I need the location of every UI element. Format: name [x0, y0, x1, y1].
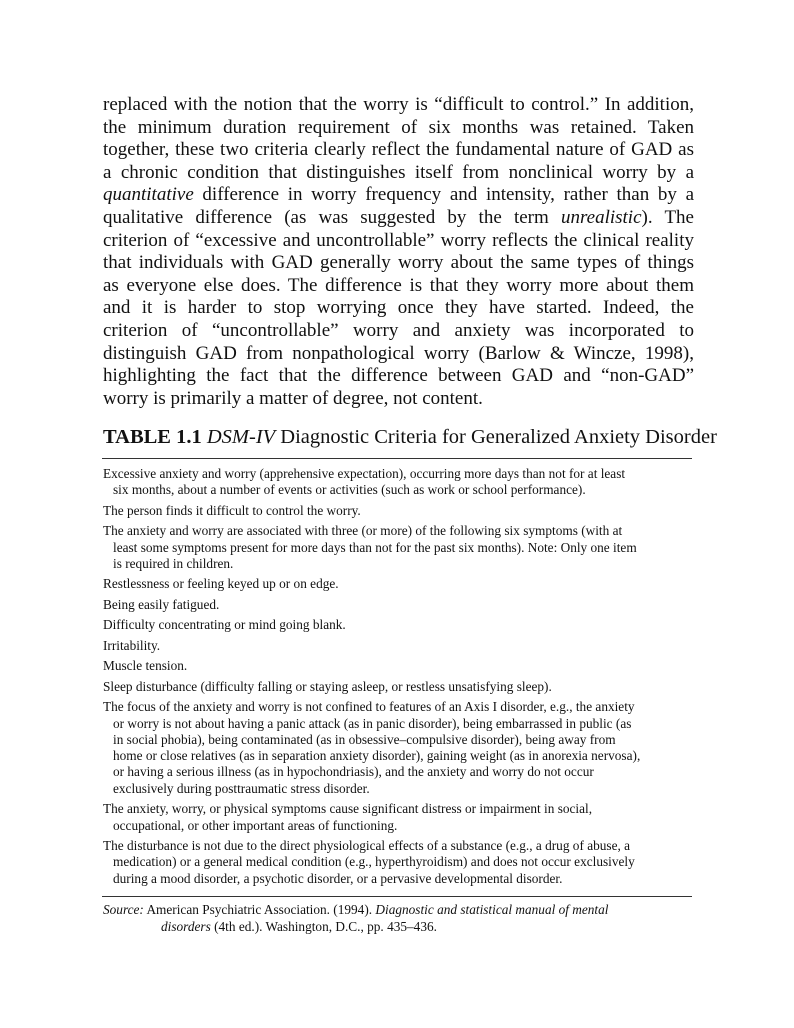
paragraph-line	[103, 297, 694, 320]
paragraph-line	[103, 252, 694, 275]
criterion-line: Restlessness or feeling keyed up or on edge.	[103, 576, 339, 592]
paragraph-line	[103, 139, 694, 162]
paragraph-line	[103, 184, 694, 207]
paragraph-line	[103, 117, 694, 140]
criterion-line: least some symptoms present for more days than not for the past six months). Note: Only one item	[113, 539, 637, 555]
text-segment: worry is primarily a matter of degree, not content.	[103, 387, 483, 409]
criterion-item	[103, 503, 693, 519]
criteria-table	[103, 466, 693, 891]
table-title-text: Diagnostic Criteria for Generalized Anxiety Disorder	[275, 426, 717, 448]
criterion-line: six months, about a number of events or activities (such as work or school performance).	[113, 482, 586, 498]
text-segment: qualitative difference (as was suggested by the term	[103, 206, 561, 228]
paragraph-line	[103, 343, 694, 366]
criterion-line: Difficulty concentrating or mind going blank.	[103, 617, 346, 633]
criterion-item	[103, 576, 693, 592]
criterion-line: during a mood disorder, a psychotic disorder, or a pervasive developmental disorder.	[113, 870, 563, 886]
criterion-line: occupational, or other important areas of functioning.	[113, 817, 398, 833]
text-segment: the minimum duration requirement of six months was retained. Taken	[103, 116, 694, 138]
text-segment: highlighting the fact that the difference between GAD and “non-GAD”	[103, 365, 694, 387]
paragraph-line	[103, 320, 694, 343]
criterion-line: Irritability.	[103, 637, 161, 653]
criterion-item	[103, 699, 693, 797]
text-segment: criterion of “uncontrollable” worry and anxiety was incorporated to	[103, 319, 694, 341]
criterion-line: The anxiety, worry, or physical symptoms cause significant distress or impairment in social,	[103, 801, 593, 817]
table-label: TABLE 1.1	[103, 426, 202, 448]
emphasis-text: unrealistic	[560, 206, 642, 228]
text-segment: difference in worry frequency and intensity, rather than by a	[193, 184, 694, 206]
paragraph-line	[103, 365, 694, 388]
criterion-line: The disturbance is not due to the direct physiological effects of a substance (e.g., a drug of abuse, a	[103, 838, 631, 853]
source-text-cont: (4th ed.). Washington, D.C., pp. 435–436.	[210, 918, 437, 934]
text-segment: criterion of “excessive and uncontrollable” worry reflects the clinical reality	[103, 229, 694, 251]
paragraph-line	[103, 388, 694, 411]
source-title-cont: disorders	[161, 918, 211, 934]
table-bottom-rule	[102, 896, 692, 897]
criterion-item	[103, 638, 693, 654]
emphasis-text: quantitative	[103, 184, 194, 206]
source-text: American Psychiatric Association. (1994).	[143, 902, 376, 917]
criterion-line: Excessive anxiety and worry (apprehensive expectation), occurring more days than not for at least	[103, 466, 626, 481]
criterion-item	[103, 523, 693, 572]
table-top-rule	[102, 458, 692, 459]
criterion-item	[103, 658, 693, 674]
criterion-line: exclusively during posttraumatic stress disorder.	[113, 780, 370, 796]
source-title: Diagnostic and statistical manual of mental	[375, 902, 609, 917]
text-segment: replaced with the notion that the worry is “difficult to control.” In addition,	[103, 94, 694, 115]
paragraph-line	[103, 207, 694, 230]
criterion-line: in social phobia), being contaminated (as in obsessive–compulsive disorder), being away from	[113, 731, 616, 747]
text-segment: as everyone else does. The difference is that they worry more about them	[103, 274, 694, 296]
text-segment: a chronic condition that distinguishes itself from nonclinical worry by a	[103, 161, 694, 183]
criterion-line: Muscle tension.	[103, 658, 188, 674]
table-title	[103, 426, 717, 449]
criterion-line: or worry is not about having a panic attack (as in panic disorder), being embarrassed in public (as	[113, 715, 632, 731]
criterion-item	[103, 838, 693, 887]
source-label: Source:	[103, 902, 144, 917]
criterion-line: or having a serious illness (as in hypochondriasis), and the anxiety and worry do not occur	[113, 764, 594, 780]
criterion-line: Sleep disturbance (difficulty falling or staying asleep, or restless unsatisfying sleep).	[103, 678, 552, 694]
text-segment: distinguish GAD from nonpathological worry (Barlow & Wincze, 1998),	[103, 342, 694, 364]
paragraph-line	[103, 162, 694, 185]
criterion-line: medication) or a general medical condition (e.g., hyperthyroidism) and does not occur exclusively	[113, 854, 635, 870]
body-paragraph	[103, 94, 694, 410]
criterion-line: home or close relatives (as in separation anxiety disorder), gaining weight (as in anorexia nervosa),	[113, 748, 641, 764]
criterion-item	[103, 801, 693, 834]
table-source	[103, 902, 693, 935]
criterion-item	[103, 597, 693, 613]
text-segment: together, these two criteria clearly reflect the fundamental nature of GAD as	[103, 139, 694, 161]
criterion-item	[103, 466, 693, 499]
criterion-line: The anxiety and worry are associated with three (or more) of the following six symptoms (with at	[103, 523, 623, 539]
table-title-italic: DSM-IV	[206, 426, 276, 448]
paragraph-line	[103, 275, 694, 298]
criterion-line: The focus of the anxiety and worry is not confined to features of an Axis I disorder, e.g., the anxiety	[103, 699, 635, 715]
criterion-line: is required in children.	[113, 555, 234, 571]
text-segment: ). The	[641, 206, 694, 228]
text-segment: that individuals with GAD generally worry about the same types of things	[103, 252, 694, 274]
text-segment: and it is harder to stop worrying once they have started. Indeed, the	[103, 297, 694, 319]
criterion-line: Being easily fatigued.	[103, 596, 220, 612]
criterion-item	[103, 679, 693, 695]
criterion-line: The person finds it difficult to control the worry.	[103, 502, 361, 518]
paragraph-line	[103, 230, 694, 253]
criterion-item	[103, 617, 693, 633]
paragraph-line	[103, 94, 694, 117]
